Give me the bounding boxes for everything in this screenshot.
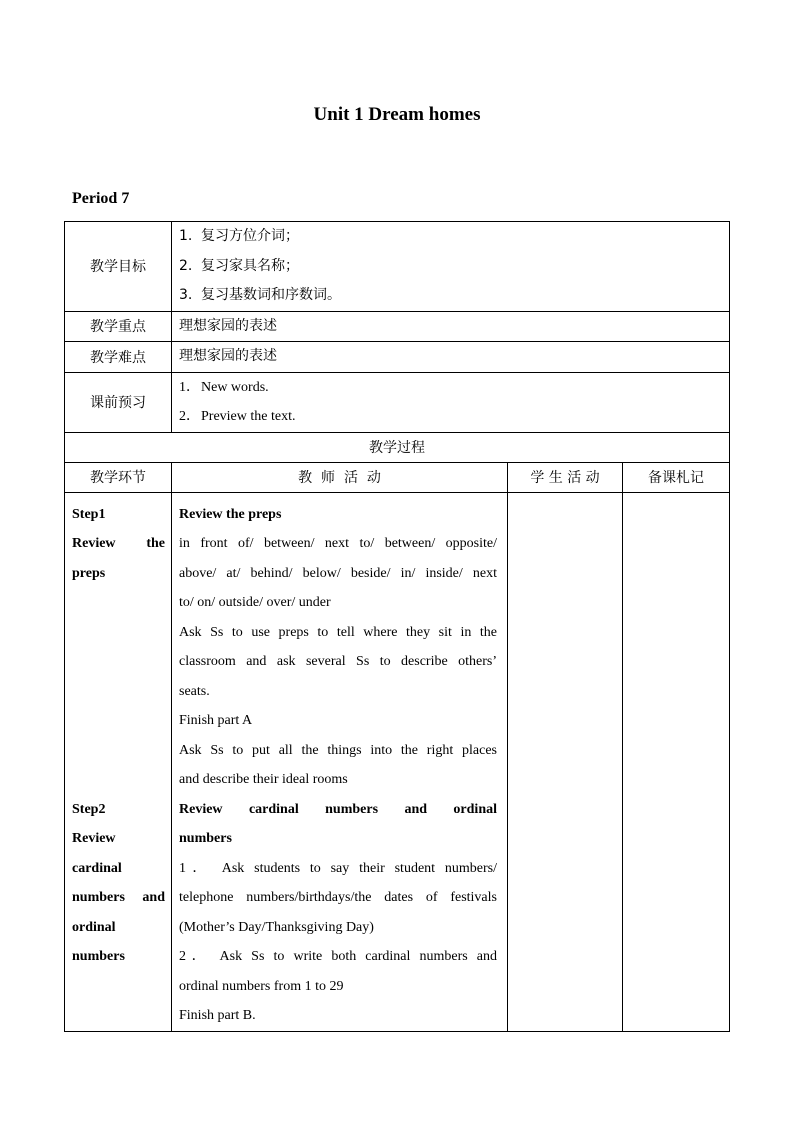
preview-label: 课前预习: [65, 372, 172, 432]
teacher-line: and describe their ideal rooms: [179, 772, 348, 787]
teacher-line: 2． Ask Ss to write both cardinal numbers and: [179, 949, 497, 964]
step-line: numbers: [72, 949, 125, 964]
step-line: numbers and: [72, 890, 165, 905]
column-header-stage: 教学环节: [65, 462, 172, 492]
teacher-line: above/ at/ behind/ below/ beside/ in/ inside/ next: [179, 565, 497, 581]
objective-item: 3. 复习基数词和序数词。: [179, 287, 341, 303]
key-points-text: 理想家园的表述: [172, 311, 730, 342]
column-header-notes: 备课札记: [623, 462, 730, 492]
difficulties-row: [65, 342, 730, 373]
process-body-row: [65, 492, 730, 1031]
lesson-plan-table: [64, 221, 730, 1032]
step-line: cardinal: [72, 860, 122, 876]
teacher-line: 1． Ask students to say their student numbers/: [179, 860, 497, 876]
process-heading: 教学过程: [65, 432, 730, 462]
key-points-label: 教学重点: [65, 311, 172, 342]
student-activity-column: [508, 492, 623, 1031]
process-heading-row: [65, 432, 730, 462]
teacher-line: Ask Ss to put all the things into the right places: [179, 742, 497, 758]
teacher-line: numbers: [179, 831, 232, 846]
teacher-line: Finish part B.: [179, 1008, 256, 1023]
teacher-line: classroom and ask several Ss to describe others’: [179, 654, 497, 669]
teacher-activity-column: [172, 492, 508, 1031]
document-title: Unit 1 Dream homes: [313, 104, 481, 125]
preview-row: [65, 372, 730, 432]
step-column: [65, 492, 172, 1031]
step-line: Review: [72, 831, 116, 846]
teacher-line: Finish part A: [179, 713, 253, 728]
column-header-student: 学 生 活 动: [508, 462, 623, 492]
step-line: Step1: [72, 506, 106, 522]
step-line: Step2: [72, 801, 106, 817]
objectives-label: 教学目标: [65, 222, 172, 312]
objectives-content: [172, 222, 730, 312]
teacher-line: (Mother’s Day/Thanksgiving Day): [179, 919, 374, 935]
teacher-line: in front of/ between/ next to/ between/ opposite/: [179, 536, 497, 551]
difficulties-text: 理想家园的表述: [172, 342, 730, 373]
teacher-line: telephone numbers/birthdays/the dates of festivals: [179, 890, 497, 905]
teacher-line: Review the preps: [179, 506, 282, 522]
teacher-line: ordinal numbers from 1 to 29: [179, 978, 344, 994]
objective-item: 1. 复习方位介词；: [179, 228, 299, 244]
difficulties-label: 教学难点: [65, 342, 172, 373]
key-points-row: [65, 311, 730, 342]
notes-column: [623, 492, 730, 1031]
preview-item: 1．New words.: [179, 379, 269, 395]
teacher-line: to/ on/ outside/ over/ under: [179, 595, 331, 610]
process-columns-row: [65, 462, 730, 492]
step-line: ordinal: [72, 919, 116, 935]
step-line: Review the: [72, 536, 165, 551]
objectives-row: [65, 222, 730, 312]
objective-item: 2. 复习家具名称；: [179, 257, 299, 274]
period-label: Period 7: [72, 190, 130, 207]
teacher-line: seats.: [179, 683, 210, 699]
column-header-teacher: 教 师 活 动: [172, 462, 508, 492]
teacher-line: Ask Ss to use preps to tell where they sit in the: [179, 624, 497, 640]
step-line: preps: [72, 565, 106, 581]
teacher-line: Review cardinal numbers and ordinal: [179, 801, 497, 817]
preview-content: [172, 372, 730, 432]
preview-item: 2．Preview the text.: [179, 409, 296, 424]
